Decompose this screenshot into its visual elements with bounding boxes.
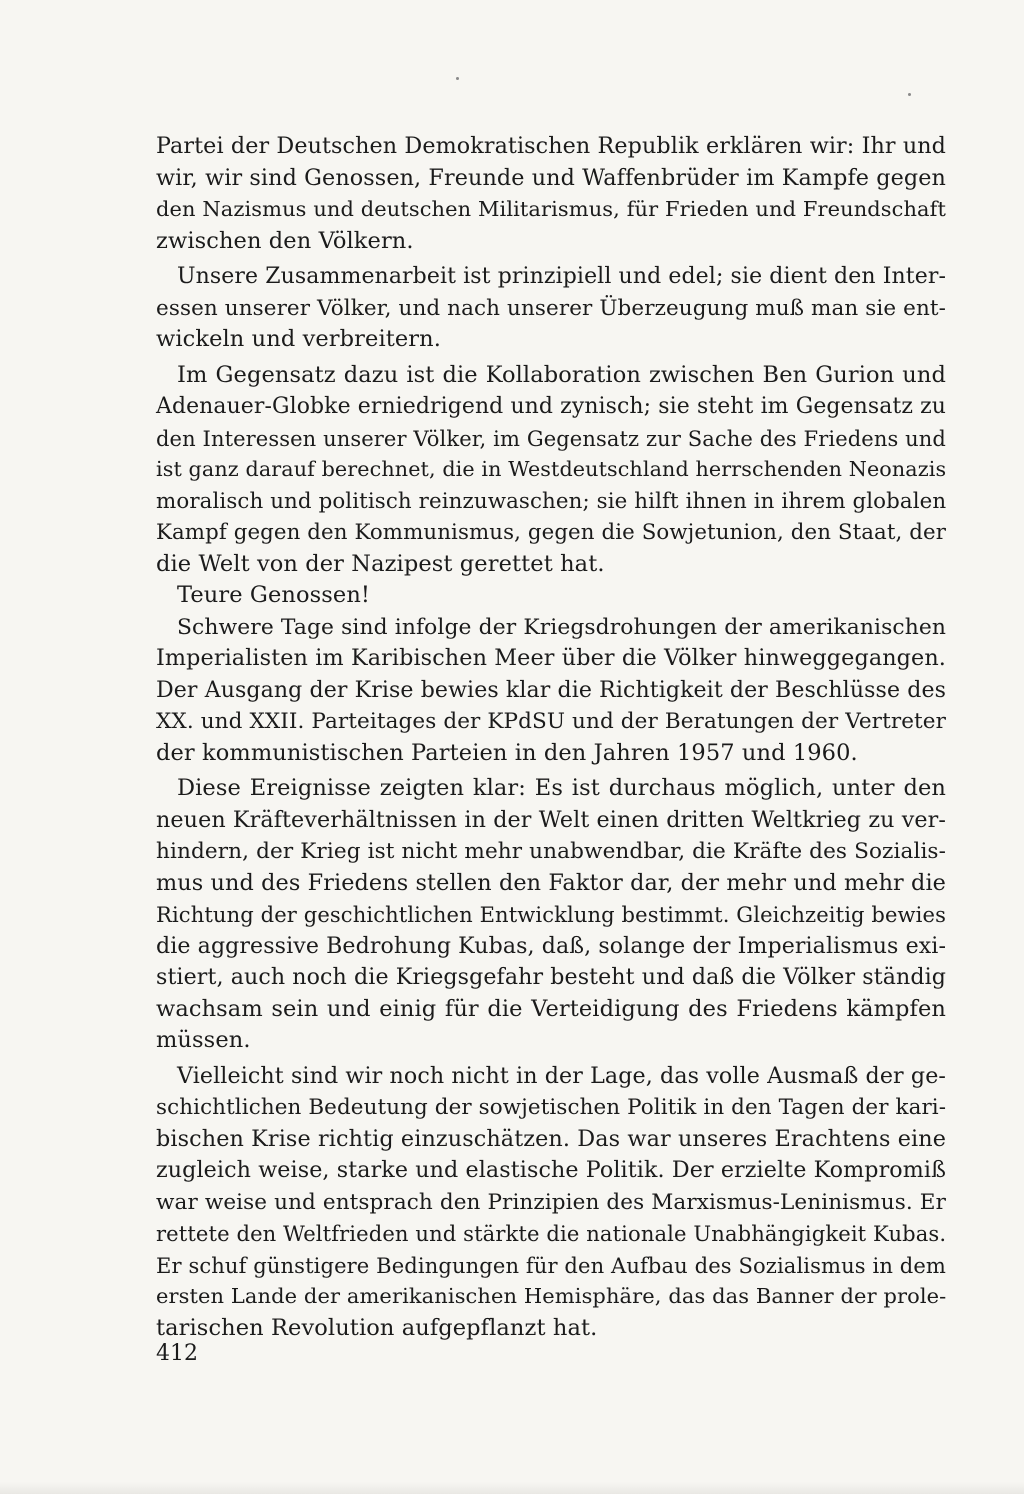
paragraph-2 [156,261,946,356]
text-line: Imperialisten im Karibischen Meer über die Völker hinweggegangen. [156,645,946,671]
text-line: schichtlichen Bedeutung der sowjetischen Politik in den Tagen der kari- [156,1095,947,1120]
text-line: Der Ausgang der Krise bewies klar die Richtigkeit der Beschlüsse des [156,677,946,703]
text-line: ist ganz darauf berechnet, die in Westdeutschland herrschenden Neonazis [156,457,947,481]
paragraph-4 [156,580,946,612]
text-line: hindern, der Krieg ist nicht mehr unabwendbar, die Kräfte des Sozialis- [156,839,946,864]
text-line: Im Gegensatz dazu ist die Kollaboration zwischen Ben Gurion und [177,361,946,388]
paragraph-5 [156,612,946,770]
text-line: zwischen den Völkern. [156,227,414,254]
text-line: den Nazismus und deutschen Militarismus, für Frieden und Freundschaft [156,197,946,221]
page-number: 412 [156,1341,198,1366]
text-line: war weise und entsprach den Prinzipien des Marxismus-Leninismus. Er [156,1189,946,1215]
text-line: die aggressive Bedrohung Kubas, daß, solange der Imperialismus exi- [156,933,947,959]
text-line: zugleich weise, starke und elastische Politik. Der erzielte Kompromiß [156,1157,946,1183]
text-line: müssen. [156,1027,251,1053]
body-text [156,131,946,1344]
paper-speck [456,77,459,80]
text-line: Teure Genossen! [177,582,371,608]
text-line: den Interessen unserer Völker, im Gegensatz zur Sache des Friedens und [156,425,946,451]
page-bottom-edge [0,1482,1024,1494]
text-line: wir, wir sind Genossen, Freunde und Waffenbrüder im Kampfe gegen [156,164,946,191]
text-line: Unsere Zusammenarbeit ist prinzipiell und edel; sie dient den Inter- [177,264,946,289]
text-line: Er schuf günstigere Bedingungen für den Aufbau des Sozialismus in dem [156,1252,947,1278]
text-line: Kampf gegen den Kommunismus, gegen die Sowjetunion, den Staat, der [156,520,946,545]
text-line: wickeln und verbreitern. [156,326,441,352]
text-line: Adenauer-Globke erniedrigend und zynisch; sie steht im Gegensatz zu [156,394,946,419]
text-line: Partei der Deutschen Demokratischen Republik erklären wir: Ihr und [156,133,946,159]
text-line: wachsam sein und einig für die Verteidigung des Friedens kämpfen [156,995,946,1022]
paragraph-1 [156,131,946,257]
text-line: Vielleicht sind wir noch nicht in der Lage, das volle Ausmaß der ge- [177,1062,946,1089]
paragraph-7 [156,1061,946,1345]
paper-speck [908,93,911,96]
text-line: Richtung der geschichtlichen Entwicklung bestimmt. Gleichzeitig bewies [156,902,946,927]
text-line: rettete den Weltfrieden und stärkte die nationale Unabhängigkeit Kubas. [156,1221,947,1246]
text-line: essen unserer Völker, und nach unserer Überzeugung muß man sie ent- [156,295,946,321]
text-line: tarischen Revolution aufgepflanzt hat. [156,1314,598,1341]
text-line: moralisch und politisch reinzuwaschen; sie hilft ihnen in ihrem globalen [156,488,947,514]
text-line: der kommunistischen Parteien in den Jahren 1957 und 1960. [156,739,858,766]
text-line: die Welt von der Nazipest gerettet hat. [156,550,605,577]
text-line: XX. und XXII. Parteitages der KPdSU und der Beratungen der Vertreter [156,709,946,734]
text-line: Schwere Tage sind infolge der Kriegsdrohungen der amerikanischen [177,614,946,640]
text-line: bischen Krise richtig einzuschätzen. Das war unseres Erachtens eine [156,1125,946,1152]
text-line: Diese Ereignisse zeigten klar: Es ist durchaus möglich, unter den [177,775,946,801]
text-line: mus und des Friedens stellen den Faktor dar, der mehr und mehr die [156,869,946,896]
text-line: neuen Kräfteverhältnissen in der Welt einen dritten Weltkrieg zu ver- [156,806,946,833]
paragraph-6 [156,773,946,1057]
text-line: ersten Lande der amerikanischen Hemisphäre, das das Banner der prole- [156,1284,947,1308]
text-line: stiert, auch noch die Kriegsgefahr besteht und daß die Völker ständig [156,964,946,990]
paragraph-3 [156,360,946,581]
